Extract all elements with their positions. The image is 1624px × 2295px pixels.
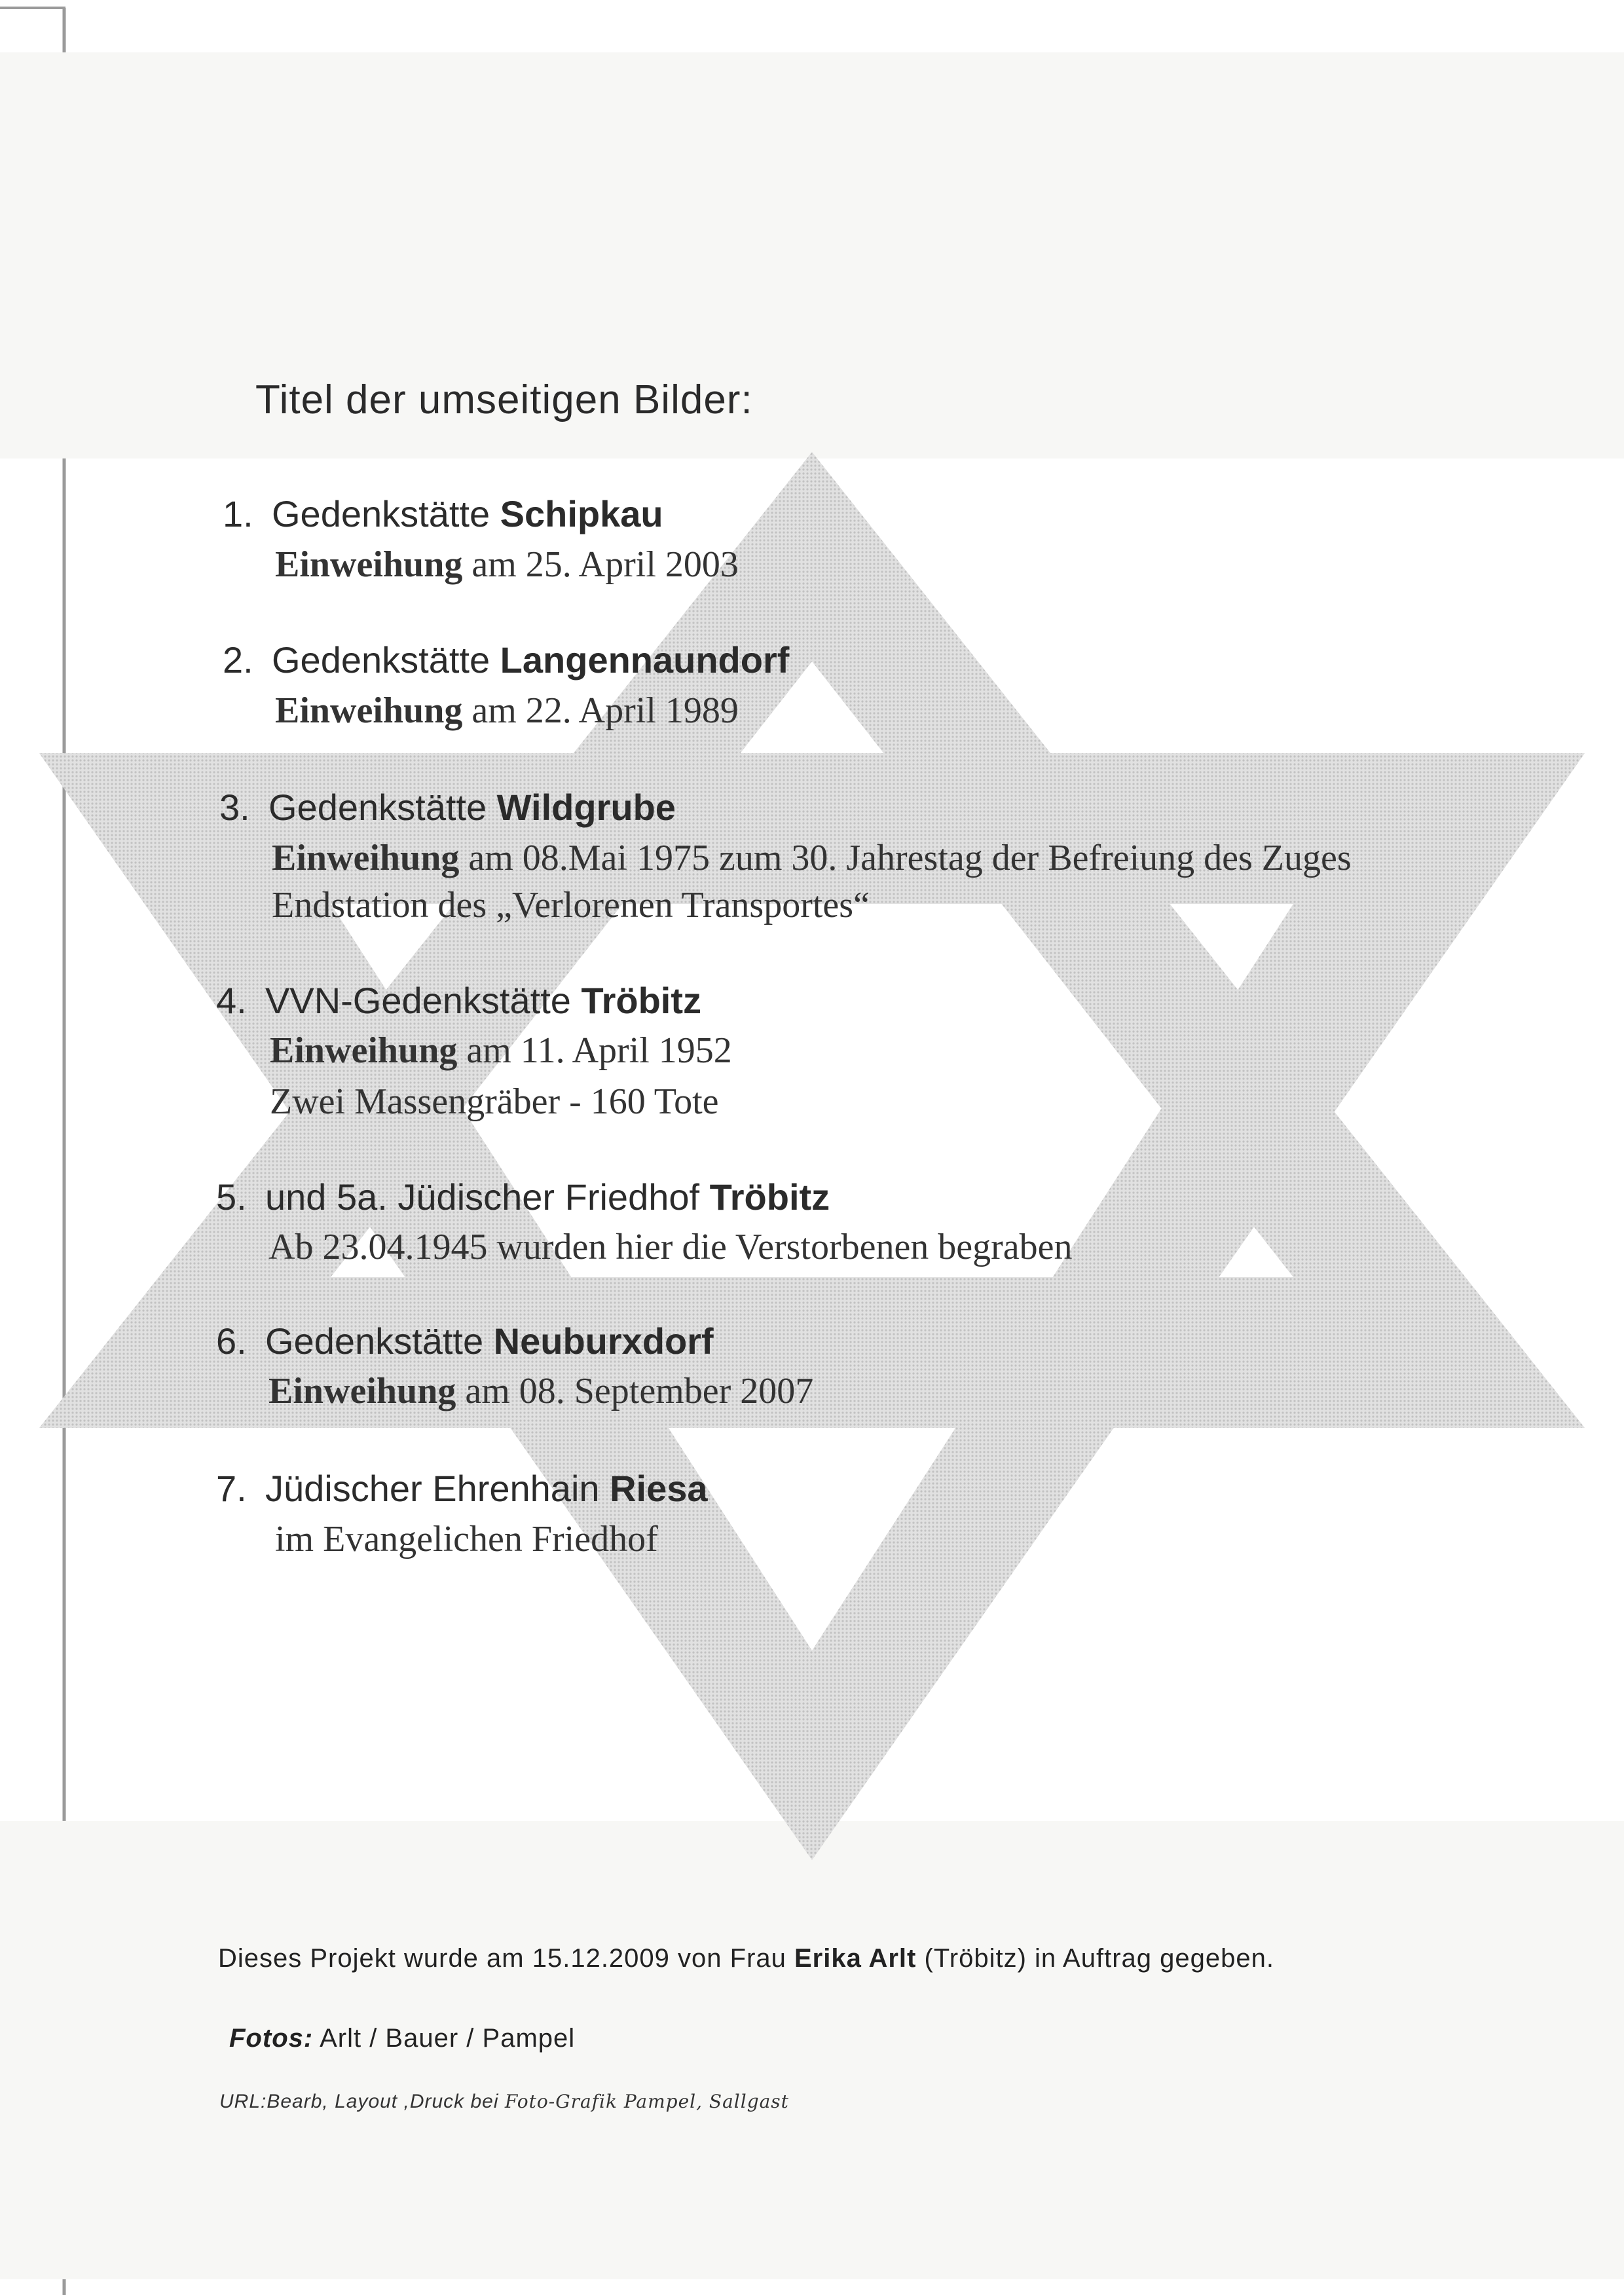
entry-3-line-2	[272, 884, 870, 926]
entry-6-line-1-text: am 08. September 2007	[456, 1371, 814, 1411]
entry-5-title	[216, 1176, 830, 1218]
entry-1-number: 1.	[223, 493, 253, 534]
entry-2-line-1-text: am 22. April 1989	[462, 690, 739, 731]
entry-7-line-1-text: im Evangelichen Friedhof	[275, 1519, 658, 1559]
entry-6-prefix: Gedenkstätte	[265, 1320, 494, 1362]
entry-4-line-2-text: Zwei Massengräber - 160 Tote	[270, 1081, 719, 1122]
entry-5-number: 5.	[216, 1176, 247, 1218]
entry-4-line-1-text: am 11. April 1952	[457, 1030, 732, 1071]
entry-3-prefix: Gedenkstätte	[268, 787, 497, 828]
entry-7-title	[216, 1467, 708, 1510]
entry-4-line-2	[270, 1081, 719, 1123]
footer-note	[218, 1942, 1364, 1975]
production-credit	[219, 2091, 789, 2113]
page-title: Titel der umseitigen Bilder:	[255, 377, 753, 422]
entry-1-prefix: Gedenkstätte	[272, 493, 500, 534]
photo-credit	[229, 2024, 575, 2053]
entry-6-place: Neuburxdorf	[493, 1320, 714, 1362]
entry-2-number: 2.	[223, 639, 253, 681]
entry-1-title	[223, 493, 663, 535]
entry-1-place: Schipkau	[500, 493, 663, 534]
entry-3-title	[219, 786, 676, 829]
production-credit-studio: Foto-Grafik Pampel, Sallgast	[504, 2091, 789, 2112]
production-credit-prefix: URL:Bearb, Layout ,Druck bei	[219, 2091, 505, 2112]
entry-3-line-1-text: am 08.Mai 1975 zum 30. Jahrestag der Befreiung des Zuges	[459, 838, 1352, 878]
footer-text-2: (Tröbitz) in Auftrag gegeben.	[916, 1944, 1274, 1973]
entry-5-place: Tröbitz	[709, 1176, 830, 1218]
entry-5-line-1-text: Ab 23.04.1945 wurden hier die Verstorbenen begraben	[268, 1227, 1073, 1267]
entry-2-title	[223, 639, 789, 681]
entry-2-prefix: Gedenkstätte	[272, 639, 500, 681]
entry-2-line-1	[275, 690, 739, 732]
entry-3-number: 3.	[219, 787, 250, 828]
entry-3-place: Wildgrube	[496, 787, 676, 828]
entry-6-line-1	[268, 1370, 813, 1412]
entry-6-title	[216, 1320, 714, 1362]
entry-4-title	[216, 979, 701, 1022]
footer-text-1: Dieses Projekt wurde am 15.12.2009 von Frau	[218, 1944, 794, 1973]
entry-7-place: Riesa	[610, 1468, 708, 1509]
entry-2-line-1-bold: Einweihung	[275, 690, 463, 731]
entry-3-line-1	[272, 837, 1352, 879]
entry-5-line-1	[268, 1226, 1073, 1268]
entry-4-line-1	[270, 1030, 732, 1072]
entry-7-prefix: Jüdischer Ehrenhain	[265, 1468, 610, 1509]
photo-credit-label: Fotos:	[229, 2024, 314, 2053]
entry-3-line-1-bold: Einweihung	[272, 838, 460, 878]
footer-name: Erika Arlt	[794, 1944, 917, 1973]
entry-4-number: 4.	[216, 980, 247, 1021]
entry-7-number: 7.	[216, 1468, 247, 1509]
entry-6-line-1-bold: Einweihung	[268, 1371, 456, 1411]
entry-3-line-2-text: Endstation des „Verlorenen Transportes“	[272, 885, 870, 925]
entry-1-line-1	[275, 544, 739, 586]
entry-2-place: Langennaundorf	[500, 639, 790, 681]
entry-7-line-1	[275, 1518, 658, 1560]
entry-1-line-1-bold: Einweihung	[275, 544, 463, 585]
photo-credit-value: Arlt / Bauer / Pampel	[313, 2024, 576, 2053]
entry-4-place: Tröbitz	[581, 980, 701, 1021]
entry-4-prefix: VVN-Gedenkstätte	[265, 980, 581, 1021]
entry-4-line-1-bold: Einweihung	[270, 1030, 458, 1071]
entry-5-prefix: und 5a. Jüdischer Friedhof	[265, 1176, 710, 1218]
entry-6-number: 6.	[216, 1320, 247, 1362]
entry-1-line-1-text: am 25. April 2003	[462, 544, 739, 585]
